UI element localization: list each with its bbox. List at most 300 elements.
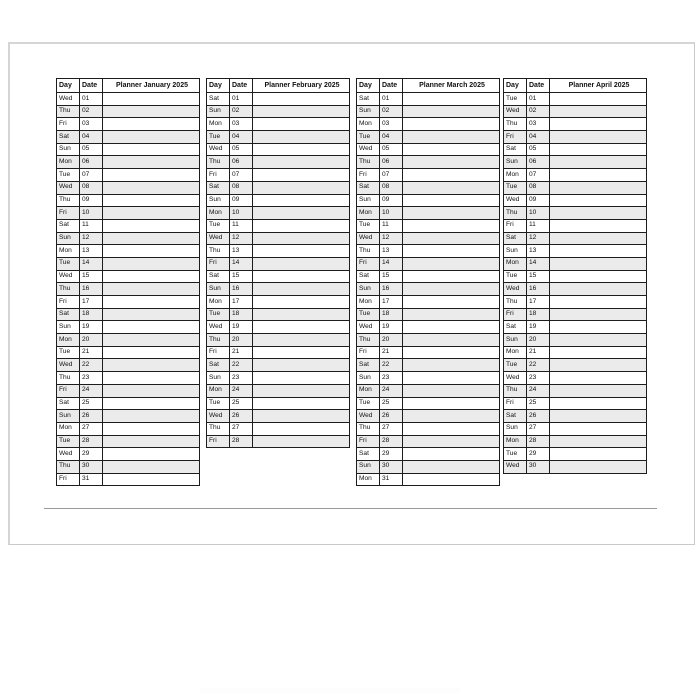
table-row [57,169,200,182]
cell-note-entry[interactable] [103,169,200,182]
cell-note-entry[interactable] [403,346,500,359]
cell-note-entry[interactable] [253,334,350,347]
table-row [504,105,647,118]
cell-note-entry[interactable] [550,308,647,321]
cell-date: 16 [230,283,253,296]
cell-note-entry[interactable] [253,143,350,156]
cell-day: Tue [357,219,380,232]
cell-note-entry[interactable] [253,105,350,118]
cell-note-entry[interactable] [550,105,647,118]
cell-date: 19 [230,321,253,334]
cell-date: 04 [527,131,550,144]
table-row [357,257,500,270]
table-row [504,397,647,410]
cell-note-entry[interactable] [403,460,500,473]
cell-note-entry[interactable] [403,410,500,423]
cell-date: 06 [527,156,550,169]
cell-note-entry[interactable] [253,93,350,106]
cell-note-entry[interactable] [103,384,200,397]
table-row [357,232,500,245]
cell-note-entry[interactable] [103,359,200,372]
cell-date: 20 [527,334,550,347]
cell-note-entry[interactable] [103,143,200,156]
cell-note-entry[interactable] [253,283,350,296]
cell-date: 03 [230,118,253,131]
cell-note-entry[interactable] [403,156,500,169]
cell-note-entry[interactable] [550,334,647,347]
column-header-date: Date [527,79,550,93]
cell-note-entry[interactable] [253,131,350,144]
cell-date: 16 [527,283,550,296]
cell-note-entry[interactable] [253,219,350,232]
cell-note-entry[interactable] [253,372,350,385]
cell-note-entry[interactable] [253,308,350,321]
cell-note-entry[interactable] [253,346,350,359]
cell-date: 25 [380,397,403,410]
cell-note-entry[interactable] [403,93,500,106]
cell-note-entry[interactable] [550,410,647,423]
cell-day: Thu [57,460,80,473]
cell-note-entry[interactable] [550,207,647,220]
table-row [207,93,350,106]
table-row [357,270,500,283]
table-row [207,169,350,182]
planner-title-april: Planner April 2025 [550,79,647,93]
cell-date: 07 [80,169,103,182]
cell-day: Thu [357,422,380,435]
cell-note-entry[interactable] [103,460,200,473]
table-row [57,283,200,296]
table-row [504,232,647,245]
cell-note-entry[interactable] [403,207,500,220]
cell-day: Fri [207,169,230,182]
cell-date: 17 [527,296,550,309]
cell-note-entry[interactable] [550,372,647,385]
table-row [207,181,350,194]
cell-date: 09 [80,194,103,207]
table-row [357,321,500,334]
cell-note-entry[interactable] [550,232,647,245]
cell-date: 26 [527,410,550,423]
cell-date: 27 [230,422,253,435]
cell-day: Fri [57,118,80,131]
cell-date: 05 [527,143,550,156]
table-row [504,410,647,423]
cell-date: 02 [380,105,403,118]
cell-date: 10 [527,207,550,220]
cell-note-entry[interactable] [103,397,200,410]
cell-note-entry[interactable] [253,257,350,270]
cell-day: Sun [504,334,527,347]
table-row [207,270,350,283]
cell-day: Wed [357,321,380,334]
cell-day: Sat [504,410,527,423]
cell-note-entry[interactable] [103,296,200,309]
table-row [57,359,200,372]
cell-date: 21 [230,346,253,359]
cell-date: 06 [80,156,103,169]
table-row [57,207,200,220]
table-row [207,207,350,220]
cell-note-entry[interactable] [550,435,647,448]
table-row [207,359,350,372]
cell-note-entry[interactable] [550,460,647,473]
cell-date: 22 [380,359,403,372]
cell-date: 01 [527,93,550,106]
cell-note-entry[interactable] [550,181,647,194]
cell-note-entry[interactable] [550,131,647,144]
cell-note-entry[interactable] [103,283,200,296]
cell-note-entry[interactable] [103,194,200,207]
cell-note-entry[interactable] [550,283,647,296]
cell-date: 15 [80,270,103,283]
cell-day: Tue [504,181,527,194]
cell-date: 31 [380,473,403,486]
table-row [504,283,647,296]
table-header-row [504,79,647,93]
cell-day: Sun [357,283,380,296]
table-row [207,384,350,397]
cell-note-entry[interactable] [403,321,500,334]
cell-note-entry[interactable] [550,194,647,207]
cell-day: Fri [357,435,380,448]
cell-note-entry[interactable] [403,181,500,194]
cell-note-entry[interactable] [253,384,350,397]
cell-day: Thu [207,334,230,347]
cell-note-entry[interactable] [253,359,350,372]
cell-day: Wed [57,181,80,194]
table-row [57,131,200,144]
cell-note-entry[interactable] [550,397,647,410]
cell-note-entry[interactable] [103,131,200,144]
cell-date: 24 [80,384,103,397]
cell-day: Sun [207,105,230,118]
cell-note-entry[interactable] [550,156,647,169]
cell-day: Sun [357,105,380,118]
table-row [504,207,647,220]
cell-note-entry[interactable] [550,270,647,283]
cell-note-entry[interactable] [550,169,647,182]
cell-day: Wed [57,93,80,106]
cell-note-entry[interactable] [253,245,350,258]
cell-note-entry[interactable] [253,181,350,194]
table-row [357,156,500,169]
cell-note-entry[interactable] [103,105,200,118]
cell-day: Mon [57,334,80,347]
cell-note-entry[interactable] [103,118,200,131]
cell-day: Thu [57,105,80,118]
cell-date: 23 [80,372,103,385]
cell-day: Wed [207,321,230,334]
cell-date: 26 [230,410,253,423]
table-row [357,460,500,473]
cell-note-entry[interactable] [103,448,200,461]
cell-date: 09 [527,194,550,207]
cell-day: Thu [57,283,80,296]
cell-note-entry[interactable] [403,448,500,461]
table-row [357,181,500,194]
table-row [357,473,500,486]
cell-day: Wed [207,410,230,423]
cell-day: Wed [504,105,527,118]
cell-day: Tue [57,435,80,448]
cell-date: 13 [230,245,253,258]
cell-date: 08 [230,181,253,194]
column-header-day: Day [207,79,230,93]
cell-date: 12 [80,232,103,245]
cell-day: Mon [207,118,230,131]
cell-date: 01 [230,93,253,106]
cell-note-entry[interactable] [253,321,350,334]
cell-day: Fri [357,257,380,270]
cell-date: 03 [527,118,550,131]
cell-note-entry[interactable] [403,384,500,397]
cell-date: 28 [527,435,550,448]
cell-note-entry[interactable] [403,169,500,182]
cell-note-entry[interactable] [403,359,500,372]
cell-note-entry[interactable] [403,232,500,245]
table-row [504,384,647,397]
cell-date: 04 [230,131,253,144]
cell-note-entry[interactable] [550,143,647,156]
cell-day: Mon [57,245,80,258]
cell-note-entry[interactable] [550,346,647,359]
cell-date: 14 [230,257,253,270]
cell-date: 23 [380,372,403,385]
cell-note-entry[interactable] [550,257,647,270]
table-row [504,372,647,385]
table-header-row [357,79,500,93]
cell-note-entry[interactable] [550,359,647,372]
cell-day: Tue [504,359,527,372]
cell-day: Mon [357,207,380,220]
table-row [504,169,647,182]
cell-note-entry[interactable] [103,219,200,232]
cell-note-entry[interactable] [403,334,500,347]
cell-note-entry[interactable] [103,473,200,486]
cell-note-entry[interactable] [103,346,200,359]
cell-note-entry[interactable] [103,422,200,435]
cell-day: Sat [504,143,527,156]
table-row [57,384,200,397]
cell-note-entry[interactable] [403,283,500,296]
cell-note-entry[interactable] [253,169,350,182]
cell-note-entry[interactable] [103,156,200,169]
cell-day: Wed [504,460,527,473]
table-row [504,156,647,169]
table-row [57,296,200,309]
cell-date: 16 [80,283,103,296]
cell-note-entry[interactable] [403,422,500,435]
cell-note-entry[interactable] [550,296,647,309]
cell-note-entry[interactable] [403,308,500,321]
column-header-date: Date [230,79,253,93]
table-row [504,448,647,461]
cell-date: 14 [380,257,403,270]
planner-title-february: Planner February 2025 [253,79,350,93]
cell-note-entry[interactable] [403,131,500,144]
cell-date: 12 [230,232,253,245]
cell-note-entry[interactable] [253,435,350,448]
cell-day: Sat [57,397,80,410]
cell-note-entry[interactable] [403,118,500,131]
table-row [207,334,350,347]
cell-day: Thu [207,245,230,258]
cell-note-entry[interactable] [103,410,200,423]
cell-note-entry[interactable] [403,219,500,232]
cell-day: Sat [504,232,527,245]
cell-date: 09 [380,194,403,207]
cell-day: Sun [207,372,230,385]
cell-note-entry[interactable] [403,473,500,486]
table-row [207,118,350,131]
table-row [57,460,200,473]
cell-note-entry[interactable] [550,245,647,258]
cell-date: 18 [380,308,403,321]
cell-date: 15 [380,270,403,283]
cell-day: Mon [207,207,230,220]
cell-date: 14 [527,257,550,270]
cell-day: Tue [357,131,380,144]
cell-note-entry[interactable] [550,422,647,435]
cell-day: Mon [357,296,380,309]
cell-note-entry[interactable] [253,410,350,423]
table-row [57,346,200,359]
cell-note-entry[interactable] [253,156,350,169]
cell-note-entry[interactable] [103,245,200,258]
cell-note-entry[interactable] [253,207,350,220]
cell-note-entry[interactable] [253,422,350,435]
cell-note-entry[interactable] [550,321,647,334]
cell-date: 07 [527,169,550,182]
cell-day: Mon [357,384,380,397]
cell-day: Sat [207,93,230,106]
table-row [207,435,350,448]
cell-note-entry[interactable] [403,143,500,156]
cell-date: 13 [527,245,550,258]
cell-note-entry[interactable] [403,105,500,118]
cell-note-entry[interactable] [253,118,350,131]
cell-date: 10 [380,207,403,220]
cell-note-entry[interactable] [103,435,200,448]
cell-date: 05 [380,143,403,156]
cell-day: Tue [207,131,230,144]
cell-day: Sat [57,219,80,232]
cell-note-entry[interactable] [550,93,647,106]
cell-note-entry[interactable] [403,194,500,207]
table-header-row [57,79,200,93]
cell-day: Fri [207,435,230,448]
cell-date: 28 [230,435,253,448]
cell-note-entry[interactable] [403,270,500,283]
cell-note-entry[interactable] [550,219,647,232]
cell-note-entry[interactable] [253,296,350,309]
cell-note-entry[interactable] [103,181,200,194]
cell-day: Fri [207,346,230,359]
cell-date: 24 [380,384,403,397]
cell-date: 18 [80,308,103,321]
cell-note-entry[interactable] [103,321,200,334]
table-row [357,207,500,220]
cell-date: 06 [230,156,253,169]
cell-note-entry[interactable] [253,194,350,207]
cell-note-entry[interactable] [550,448,647,461]
cell-day: Wed [57,270,80,283]
cell-note-entry[interactable] [103,207,200,220]
cell-note-entry[interactable] [103,257,200,270]
cell-note-entry[interactable] [403,296,500,309]
table-row [357,410,500,423]
cell-day: Sun [207,283,230,296]
planner-title-january: Planner January 2025 [103,79,200,93]
table-row [504,143,647,156]
cell-note-entry[interactable] [103,270,200,283]
table-row [57,372,200,385]
cell-day: Mon [207,296,230,309]
table-row [207,219,350,232]
table-row [57,219,200,232]
cell-date: 17 [380,296,403,309]
cell-date: 25 [80,397,103,410]
cell-note-entry[interactable] [103,232,200,245]
cell-note-entry[interactable] [253,270,350,283]
cell-date: 02 [230,105,253,118]
cell-date: 25 [230,397,253,410]
cell-day: Sun [357,194,380,207]
cell-note-entry[interactable] [253,397,350,410]
cell-day: Sat [207,181,230,194]
cell-date: 30 [80,460,103,473]
cell-date: 03 [380,118,403,131]
table-row [357,283,500,296]
cell-day: Fri [504,219,527,232]
cell-date: 23 [527,372,550,385]
cell-day: Sun [357,460,380,473]
cell-day: Fri [207,257,230,270]
planner-table-january [56,78,200,486]
cell-note-entry[interactable] [103,372,200,385]
cell-date: 01 [80,93,103,106]
table-row [57,245,200,258]
cell-note-entry[interactable] [403,257,500,270]
column-header-date: Date [80,79,103,93]
cell-note-entry[interactable] [403,397,500,410]
cell-note-entry[interactable] [103,334,200,347]
cell-note-entry[interactable] [403,245,500,258]
cell-note-entry[interactable] [550,118,647,131]
cell-day: Tue [504,270,527,283]
cell-day: Thu [504,207,527,220]
table-row [357,118,500,131]
cell-note-entry[interactable] [403,435,500,448]
table-row [504,460,647,473]
cell-note-entry[interactable] [253,232,350,245]
cell-day: Mon [504,169,527,182]
table-row [504,296,647,309]
cell-date: 27 [80,422,103,435]
cell-note-entry[interactable] [103,308,200,321]
cell-day: Mon [504,257,527,270]
cell-date: 11 [230,219,253,232]
cell-day: Sat [357,181,380,194]
cell-note-entry[interactable] [550,384,647,397]
cell-date: 13 [80,245,103,258]
table-row [207,346,350,359]
cell-day: Mon [357,473,380,486]
cell-day: Sun [504,245,527,258]
cell-note-entry[interactable] [403,372,500,385]
cell-note-entry[interactable] [103,93,200,106]
